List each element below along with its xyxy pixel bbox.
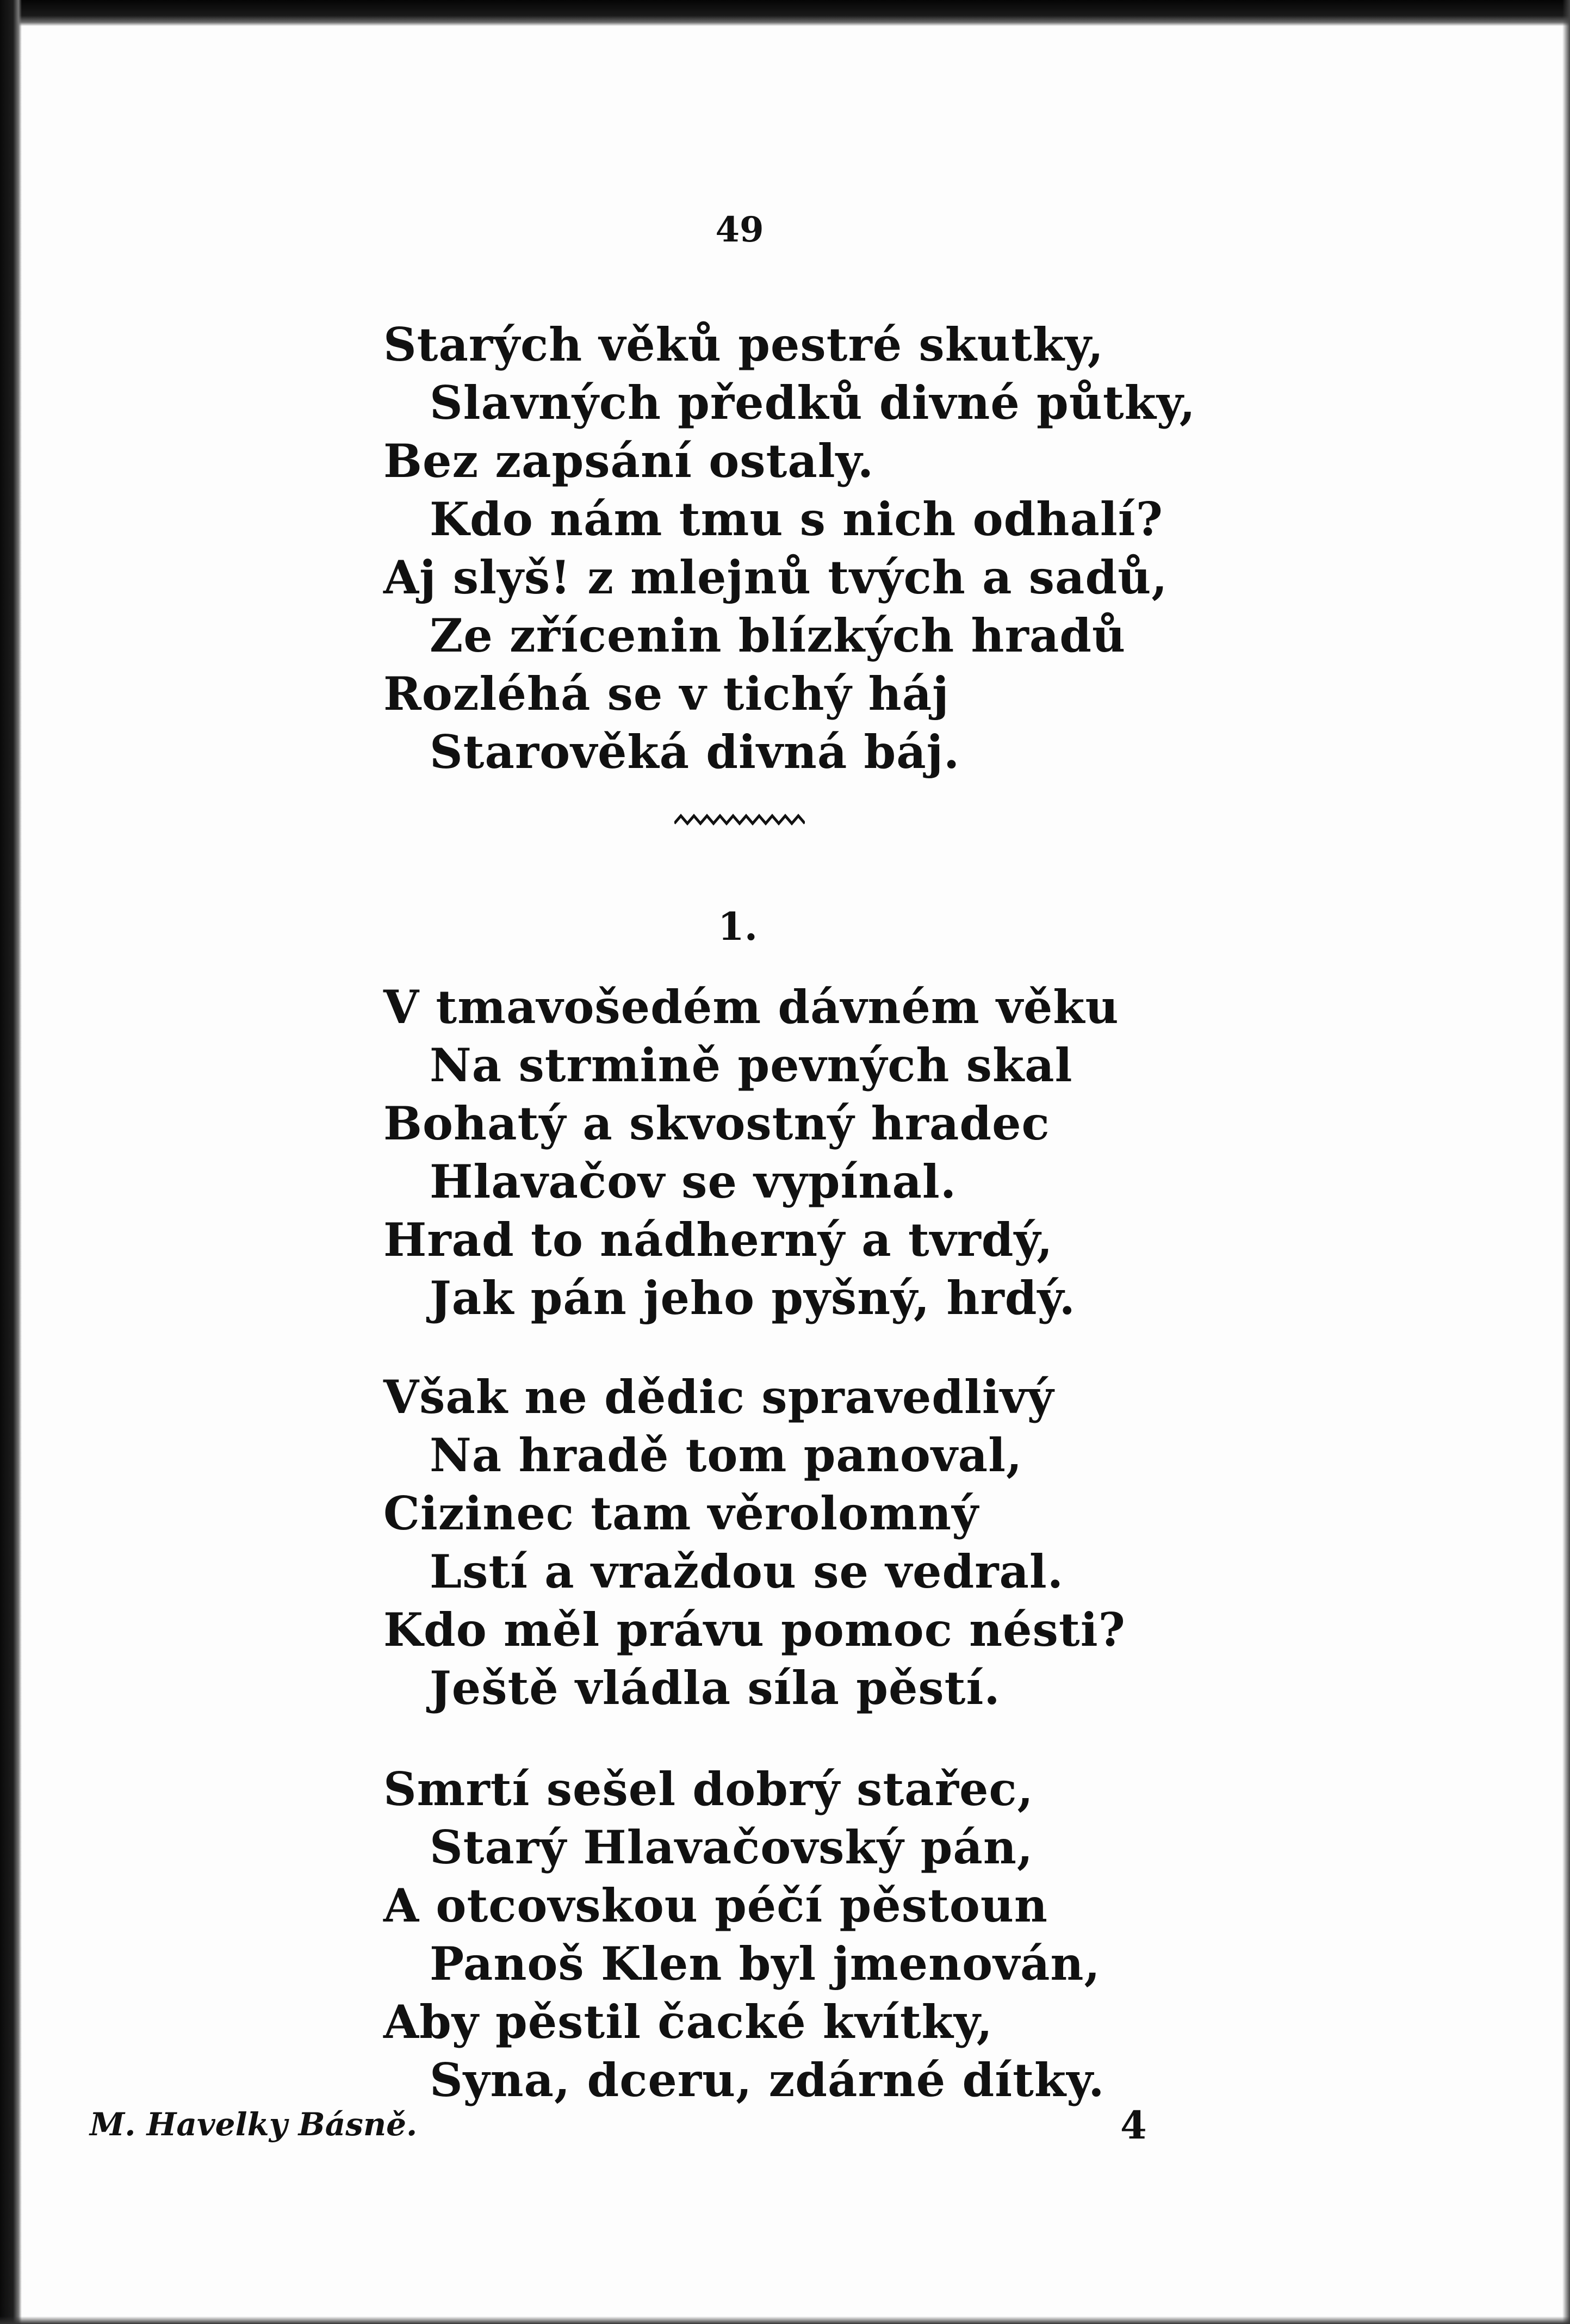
verse-line: Starý Hlavačovský pán, xyxy=(430,1820,1034,1874)
verse-line: Hlavačov se vypínal. xyxy=(430,1155,957,1209)
verse-line: Panoš Klen byl jmenován, xyxy=(430,1937,1101,1991)
scan-border-left xyxy=(0,0,22,2324)
wavy-rule-ornament xyxy=(674,811,805,828)
footer-signature: M. Havelky Básně. xyxy=(90,2106,418,2143)
verse-line: Ještě vládla síla pěstí. xyxy=(430,1661,1001,1715)
intro-line: Rozléhá se v tichý háj xyxy=(383,667,950,721)
verse-line: A otcovskou péčí pěstoun xyxy=(383,1879,1048,1932)
footer-sheet-number: 4 xyxy=(1120,2103,1147,2148)
intro-line: Bez zapsání ostaly. xyxy=(383,434,874,488)
verse-line: Aby pěstil čacké kvítky, xyxy=(383,1995,993,2049)
section-number: 1. xyxy=(718,904,758,949)
verse-line: Cizinec tam věrolomný xyxy=(383,1486,979,1540)
intro-line: Kdo nám tmu s nich odhalí? xyxy=(430,492,1163,546)
verse-line: Na strmině pevných skal xyxy=(430,1038,1073,1092)
verse-line: V tmavošedém dávném věku xyxy=(383,980,1119,1034)
verse-line: Bohatý a skvostný hradec xyxy=(383,1096,1050,1150)
verse-line: Smrtí sešel dobrý stařec, xyxy=(383,1762,1034,1816)
verse-line: Hrad to nádherný a tvrdý, xyxy=(383,1213,1053,1267)
intro-line: Starověká divná báj. xyxy=(430,725,960,779)
intro-line: Aj slyš! z mlejnů tvých a sadů, xyxy=(383,550,1168,604)
scan-border-right xyxy=(1562,0,1570,2324)
intro-line: Starých věků pestré skutky, xyxy=(383,318,1104,371)
intro-line: Slavných předků divné půtky, xyxy=(430,376,1196,430)
verse-line: Kdo měl právu pomoc nésti? xyxy=(383,1603,1126,1657)
verse-line: Syna, dceru, zdárné dítky. xyxy=(430,2053,1105,2107)
verse-line: Lstí a vraždou se vedral. xyxy=(430,1545,1064,1598)
scan-border-bottom xyxy=(0,2316,1570,2324)
scan-border-top xyxy=(0,0,1570,26)
intro-line: Ze zřícenin blízkých hradů xyxy=(430,609,1126,662)
verse-line: Jak pán jeho pyšný, hrdý. xyxy=(430,1271,1076,1325)
verse-line: Však ne dědic spravedlivý xyxy=(383,1370,1054,1424)
verse-line: Na hradě tom panoval, xyxy=(430,1428,1023,1482)
page-number: 49 xyxy=(715,209,764,250)
